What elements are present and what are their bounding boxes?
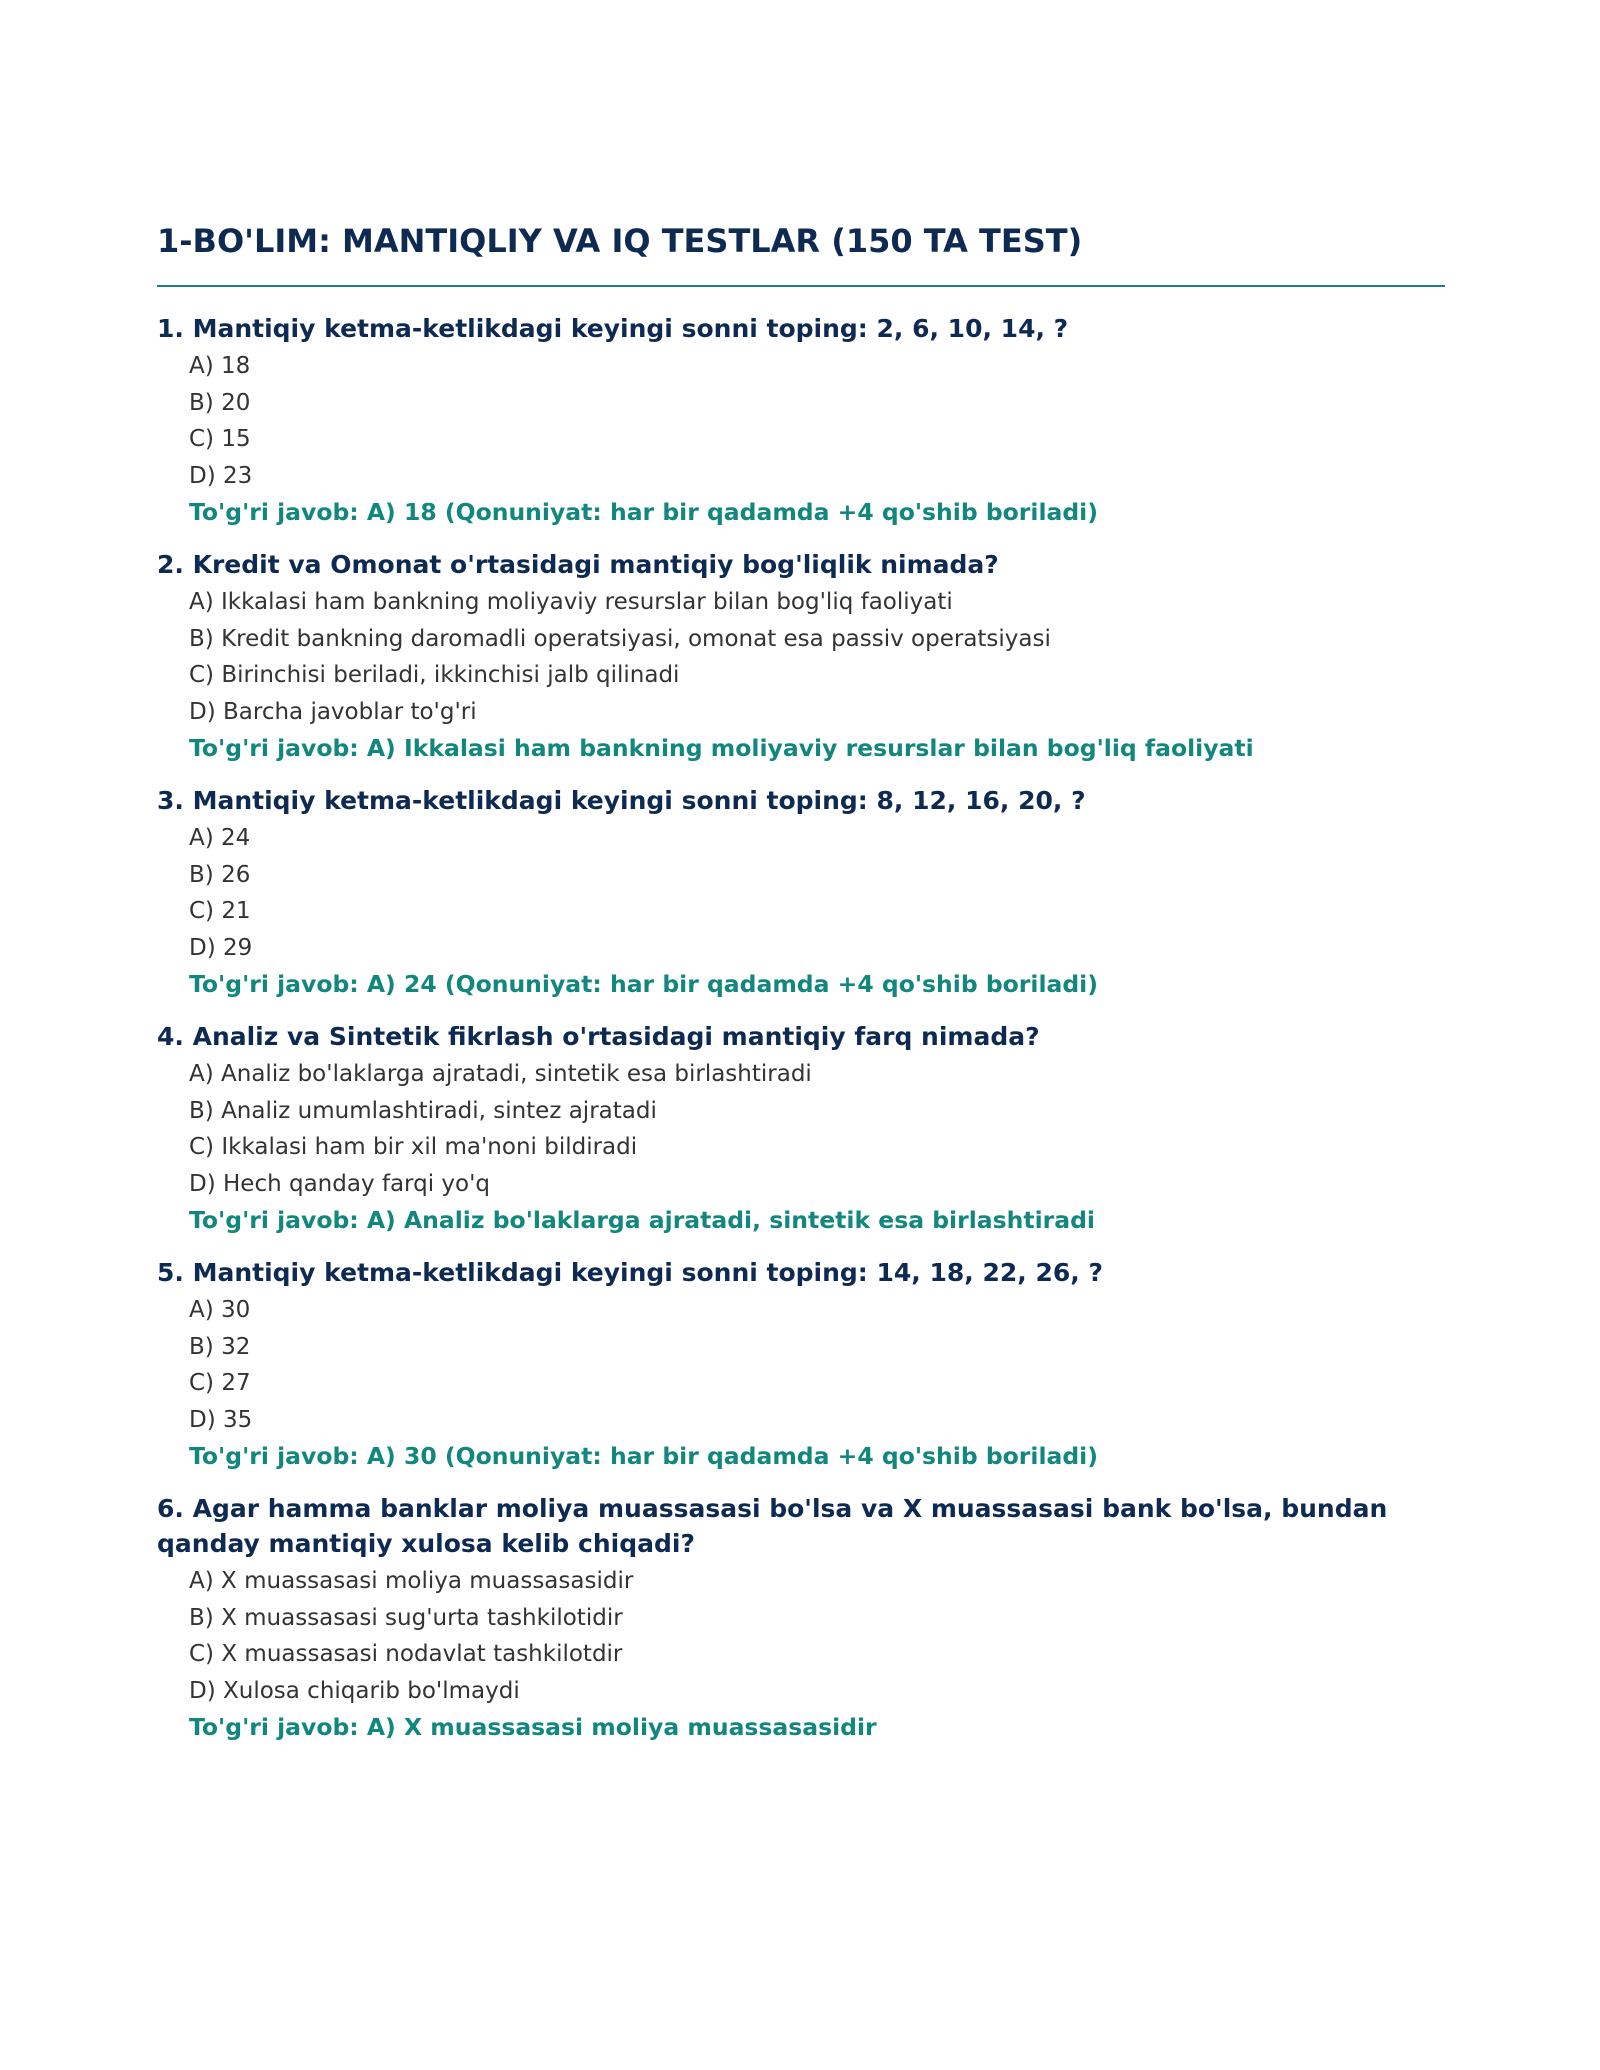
option-b: B) 26 xyxy=(189,861,251,888)
correct-answer: To'g'ri javob: A) 30 (Qonuniyat: har bir qadamda +4 qo'shib boriladi) xyxy=(189,1442,1098,1470)
question-5 xyxy=(157,1255,1445,1475)
page-title: 1-BO'LIM: MANTIQLIY VA IQ TESTLAR (150 TA TEST) xyxy=(157,222,1083,260)
option-a: A) 30 xyxy=(189,1297,251,1323)
option-d: D) 23 xyxy=(189,462,253,489)
correct-answer: To'g'ri javob: A) 18 (Qonuniyat: har bir qadamda +4 qo'shib boriladi) xyxy=(189,498,1098,526)
option-b: B) 32 xyxy=(189,1333,251,1360)
option-d: D) Xulosa chiqarib bo'lmaydi xyxy=(189,1677,520,1704)
question-text: 3. Mantiqiy ketma-ketlikdagi keyingi sonni toping: 8, 12, 16, 20, ? xyxy=(157,786,1086,815)
option-c: C) 15 xyxy=(189,426,251,452)
option-a: A) 18 xyxy=(189,353,251,379)
question-text: 4. Analiz va Sintetik fikrlash o'rtasidagi mantiqiy farq nimada? xyxy=(157,1022,1040,1051)
option-b: B) 20 xyxy=(189,389,251,416)
correct-answer: To'g'ri javob: A) Ikkalasi ham bankning moliyaviy resurslar bilan bog'liq faoliyati xyxy=(189,734,1254,762)
question-text: 1. Mantiqiy ketma-ketlikdagi keyingi sonni toping: 2, 6, 10, 14, ? xyxy=(157,314,1069,343)
correct-answer: To'g'ri javob: A) Analiz bo'laklarga ajratadi, sintetik esa birlashtiradi xyxy=(189,1206,1095,1234)
question-3 xyxy=(157,783,1445,1003)
option-d: D) 35 xyxy=(189,1406,253,1433)
question-6 xyxy=(157,1491,1445,1746)
correct-answer: To'g'ri javob: A) 24 (Qonuniyat: har bir qadamda +4 qo'shib boriladi) xyxy=(189,970,1098,998)
option-a: A) Ikkalasi ham bankning moliyaviy resurslar bilan bog'liq faoliyati xyxy=(189,589,953,615)
question-1 xyxy=(157,311,1445,531)
option-d: D) 29 xyxy=(189,934,253,961)
question-4 xyxy=(157,1019,1445,1239)
option-a: A) 24 xyxy=(189,825,251,851)
question-text: 2. Kredit va Omonat o'rtasidagi mantiqiy bog'liqlik nimada? xyxy=(157,550,999,579)
option-c: C) X muassasasi nodavlat tashkilotdir xyxy=(189,1641,623,1667)
option-b: B) Analiz umumlashtiradi, sintez ajratadi xyxy=(189,1097,657,1124)
option-a: A) Analiz bo'laklarga ajratadi, sintetik esa birlashtiradi xyxy=(189,1061,812,1087)
option-d: D) Hech qanday farqi yo'q xyxy=(189,1170,491,1197)
question-2 xyxy=(157,547,1445,767)
option-c: C) Birinchisi beriladi, ikkinchisi jalb qilinadi xyxy=(189,662,680,688)
correct-answer: To'g'ri javob: A) X muassasasi moliya muassasasidir xyxy=(189,1713,877,1741)
option-c: C) 27 xyxy=(189,1370,251,1396)
option-c: C) 21 xyxy=(189,898,251,924)
question-list xyxy=(157,311,1445,1762)
option-b: B) X muassasasi sug'urta tashkilotidir xyxy=(189,1604,623,1631)
question-text: 6. Agar hamma banklar moliya muassasasi bo'lsa va X muassasasi bank bo'lsa, bundan qanday mantiqiy xulosa kelib chiqadi? xyxy=(157,1494,1388,1558)
option-a: A) X muassasasi moliya muassasasidir xyxy=(189,1568,634,1594)
question-text: 5. Mantiqiy ketma-ketlikdagi keyingi sonni toping: 14, 18, 22, 26, ? xyxy=(157,1258,1103,1287)
title-divider xyxy=(157,285,1445,287)
option-d: D) Barcha javoblar to'g'ri xyxy=(189,698,477,725)
option-b: B) Kredit bankning daromadli operatsiyasi, omonat esa passiv operatsiyasi xyxy=(189,625,1051,652)
option-c: C) Ikkalasi ham bir xil ma'noni bildiradi xyxy=(189,1134,638,1160)
